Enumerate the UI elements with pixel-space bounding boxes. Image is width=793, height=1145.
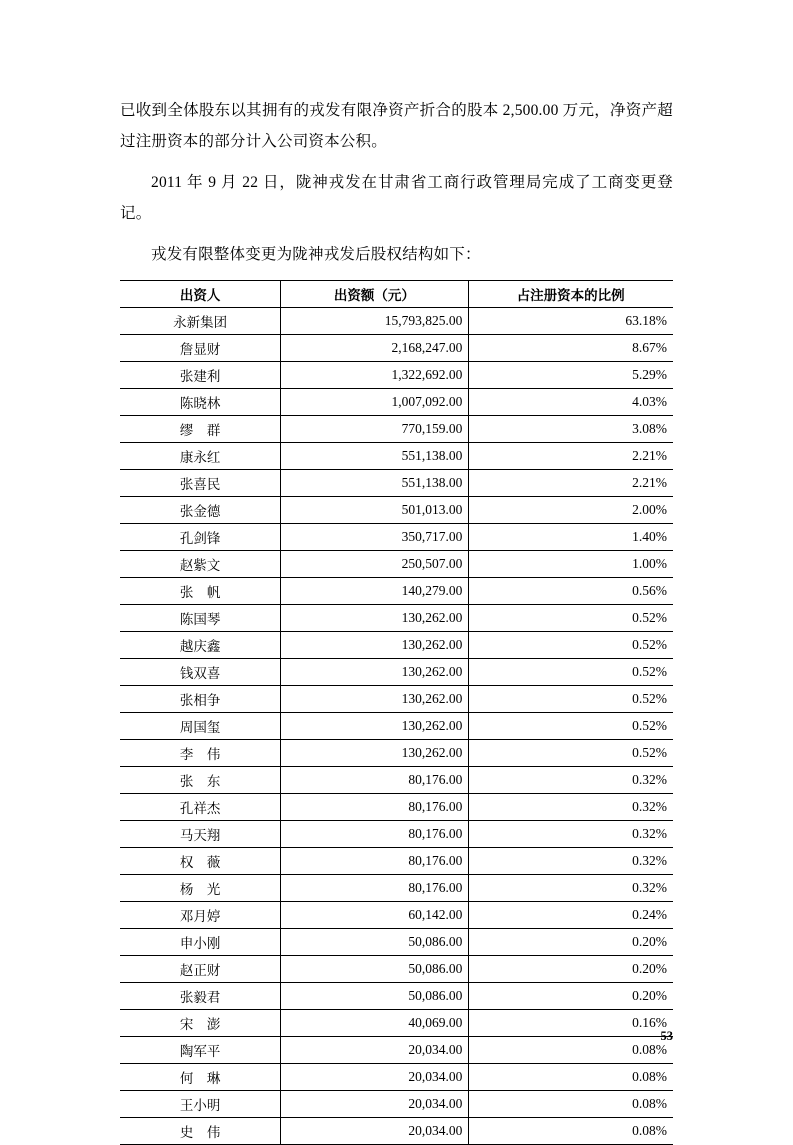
cell-percentage: 4.03% (468, 389, 673, 416)
table-row (120, 902, 673, 929)
cell-shareholder: 权 薇 (120, 848, 280, 875)
cell-percentage: 0.20% (468, 929, 673, 956)
table-row (120, 1064, 673, 1091)
cell-amount: 20,034.00 (280, 1037, 468, 1064)
table-row (120, 659, 673, 686)
cell-shareholder: 宋 澎 (120, 1010, 280, 1037)
cell-percentage: 2.00% (468, 497, 673, 524)
cell-percentage: 63.18% (468, 308, 673, 335)
cell-shareholder: 康永红 (120, 443, 280, 470)
cell-amount: 2,168,247.00 (280, 335, 468, 362)
shareholding-table-container (120, 280, 673, 1145)
cell-amount: 770,159.00 (280, 416, 468, 443)
cell-shareholder: 陈国琴 (120, 605, 280, 632)
paragraph-spacer (120, 231, 673, 239)
cell-shareholder: 张 东 (120, 767, 280, 794)
table-row (120, 983, 673, 1010)
cell-percentage: 1.40% (468, 524, 673, 551)
table-row (120, 335, 673, 362)
paragraph-spacer (120, 159, 673, 167)
table-row (120, 551, 673, 578)
table-row (120, 848, 673, 875)
paragraph-1: 已收到全体股东以其拥有的戎发有限净资产折合的股本 2,500.00 万元，净资产超过注册资本的部分计入公司资本公积。 (120, 102, 673, 150)
cell-percentage: 2.21% (468, 443, 673, 470)
cell-amount: 80,176.00 (280, 875, 468, 902)
cell-shareholder: 张相争 (120, 686, 280, 713)
cell-percentage: 0.32% (468, 821, 673, 848)
cell-shareholder: 申小刚 (120, 929, 280, 956)
column-header-amount: 出资额（元） (280, 281, 468, 308)
table-row (120, 632, 673, 659)
cell-percentage: 0.24% (468, 902, 673, 929)
cell-shareholder: 永新集团 (120, 308, 280, 335)
cell-percentage: 0.08% (468, 1064, 673, 1091)
cell-amount: 250,507.00 (280, 551, 468, 578)
cell-shareholder: 赵紫文 (120, 551, 280, 578)
cell-amount: 20,034.00 (280, 1118, 468, 1145)
table-vertical-rule (280, 280, 281, 1145)
table-row (120, 1010, 673, 1037)
table-row (120, 686, 673, 713)
cell-shareholder: 张金德 (120, 497, 280, 524)
cell-percentage: 8.67% (468, 335, 673, 362)
cell-amount: 501,013.00 (280, 497, 468, 524)
cell-shareholder: 詹显财 (120, 335, 280, 362)
cell-percentage: 3.08% (468, 416, 673, 443)
cell-amount: 60,142.00 (280, 902, 468, 929)
cell-percentage: 2.21% (468, 470, 673, 497)
cell-amount: 1,007,092.00 (280, 389, 468, 416)
shareholding-table (120, 280, 673, 1145)
cell-amount: 40,069.00 (280, 1010, 468, 1037)
cell-percentage: 0.52% (468, 713, 673, 740)
cell-amount: 130,262.00 (280, 632, 468, 659)
cell-shareholder: 王小明 (120, 1091, 280, 1118)
cell-percentage: 1.00% (468, 551, 673, 578)
table-row (120, 605, 673, 632)
column-header-percentage: 占注册资本的比例 (468, 281, 673, 308)
cell-amount: 130,262.00 (280, 713, 468, 740)
cell-percentage: 5.29% (468, 362, 673, 389)
cell-percentage: 0.52% (468, 605, 673, 632)
cell-shareholder: 张喜民 (120, 470, 280, 497)
table-row (120, 497, 673, 524)
cell-percentage: 0.52% (468, 632, 673, 659)
cell-shareholder: 陈晓林 (120, 389, 280, 416)
cell-shareholder: 邓月婷 (120, 902, 280, 929)
table-row (120, 740, 673, 767)
cell-amount: 50,086.00 (280, 956, 468, 983)
cell-percentage: 0.56% (468, 578, 673, 605)
cell-shareholder: 越庆鑫 (120, 632, 280, 659)
table-header-row (120, 281, 673, 308)
cell-shareholder: 史 伟 (120, 1118, 280, 1145)
cell-percentage: 0.20% (468, 956, 673, 983)
cell-percentage: 0.32% (468, 767, 673, 794)
cell-amount: 130,262.00 (280, 686, 468, 713)
cell-shareholder: 杨 光 (120, 875, 280, 902)
table-row (120, 470, 673, 497)
cell-amount: 551,138.00 (280, 470, 468, 497)
paragraph-3: 戎发有限整体变更为陇神戎发后股权结构如下： (151, 246, 481, 263)
cell-shareholder: 孔剑锋 (120, 524, 280, 551)
cell-shareholder: 缪 群 (120, 416, 280, 443)
cell-amount: 20,034.00 (280, 1064, 468, 1091)
cell-amount: 140,279.00 (280, 578, 468, 605)
cell-amount: 80,176.00 (280, 794, 468, 821)
table-row (120, 767, 673, 794)
cell-shareholder: 钱双喜 (120, 659, 280, 686)
cell-amount: 50,086.00 (280, 929, 468, 956)
cell-amount: 551,138.00 (280, 443, 468, 470)
cell-percentage: 0.16% (468, 1010, 673, 1037)
cell-amount: 80,176.00 (280, 848, 468, 875)
cell-shareholder: 张毅君 (120, 983, 280, 1010)
cell-percentage: 0.52% (468, 659, 673, 686)
cell-shareholder: 孔祥杰 (120, 794, 280, 821)
table-row (120, 362, 673, 389)
table-header (120, 281, 673, 308)
table-row (120, 875, 673, 902)
cell-shareholder: 陶军平 (120, 1037, 280, 1064)
cell-percentage: 0.32% (468, 875, 673, 902)
cell-amount: 15,793,825.00 (280, 308, 468, 335)
table-row (120, 578, 673, 605)
cell-shareholder: 马天翔 (120, 821, 280, 848)
table-row (120, 389, 673, 416)
cell-amount: 1,322,692.00 (280, 362, 468, 389)
cell-shareholder: 周国玺 (120, 713, 280, 740)
cell-percentage: 0.08% (468, 1037, 673, 1064)
cell-percentage: 0.08% (468, 1118, 673, 1145)
cell-amount: 80,176.00 (280, 767, 468, 794)
cell-percentage: 0.52% (468, 740, 673, 767)
table-row (120, 308, 673, 335)
cell-amount: 350,717.00 (280, 524, 468, 551)
cell-percentage: 0.52% (468, 686, 673, 713)
table-row (120, 929, 673, 956)
table-row (120, 416, 673, 443)
cell-percentage: 0.32% (468, 794, 673, 821)
table-body (120, 308, 673, 1145)
cell-percentage: 0.20% (468, 983, 673, 1010)
table-row (120, 956, 673, 983)
table-row (120, 1091, 673, 1118)
cell-shareholder: 张 帆 (120, 578, 280, 605)
table-vertical-rule (468, 280, 469, 1145)
cell-shareholder: 张建利 (120, 362, 280, 389)
cell-amount: 80,176.00 (280, 821, 468, 848)
cell-shareholder: 赵正财 (120, 956, 280, 983)
column-header-shareholder: 出资人 (120, 281, 280, 308)
paragraph-2: 2011 年 9 月 22 日，陇神戎发在甘肃省工商行政管理局完成了工商变更登记。 (120, 174, 673, 222)
cell-amount: 130,262.00 (280, 740, 468, 767)
cell-amount: 130,262.00 (280, 659, 468, 686)
page-number: 53 (660, 1029, 673, 1043)
table-row (120, 821, 673, 848)
table-row (120, 713, 673, 740)
cell-amount: 130,262.00 (280, 605, 468, 632)
cell-amount: 20,034.00 (280, 1091, 468, 1118)
table-row (120, 524, 673, 551)
cell-shareholder: 李 伟 (120, 740, 280, 767)
table-row (120, 794, 673, 821)
table-row (120, 443, 673, 470)
cell-amount: 50,086.00 (280, 983, 468, 1010)
cell-percentage: 0.08% (468, 1091, 673, 1118)
cell-shareholder: 何 琳 (120, 1064, 280, 1091)
cell-percentage: 0.32% (468, 848, 673, 875)
table-row (120, 1037, 673, 1064)
